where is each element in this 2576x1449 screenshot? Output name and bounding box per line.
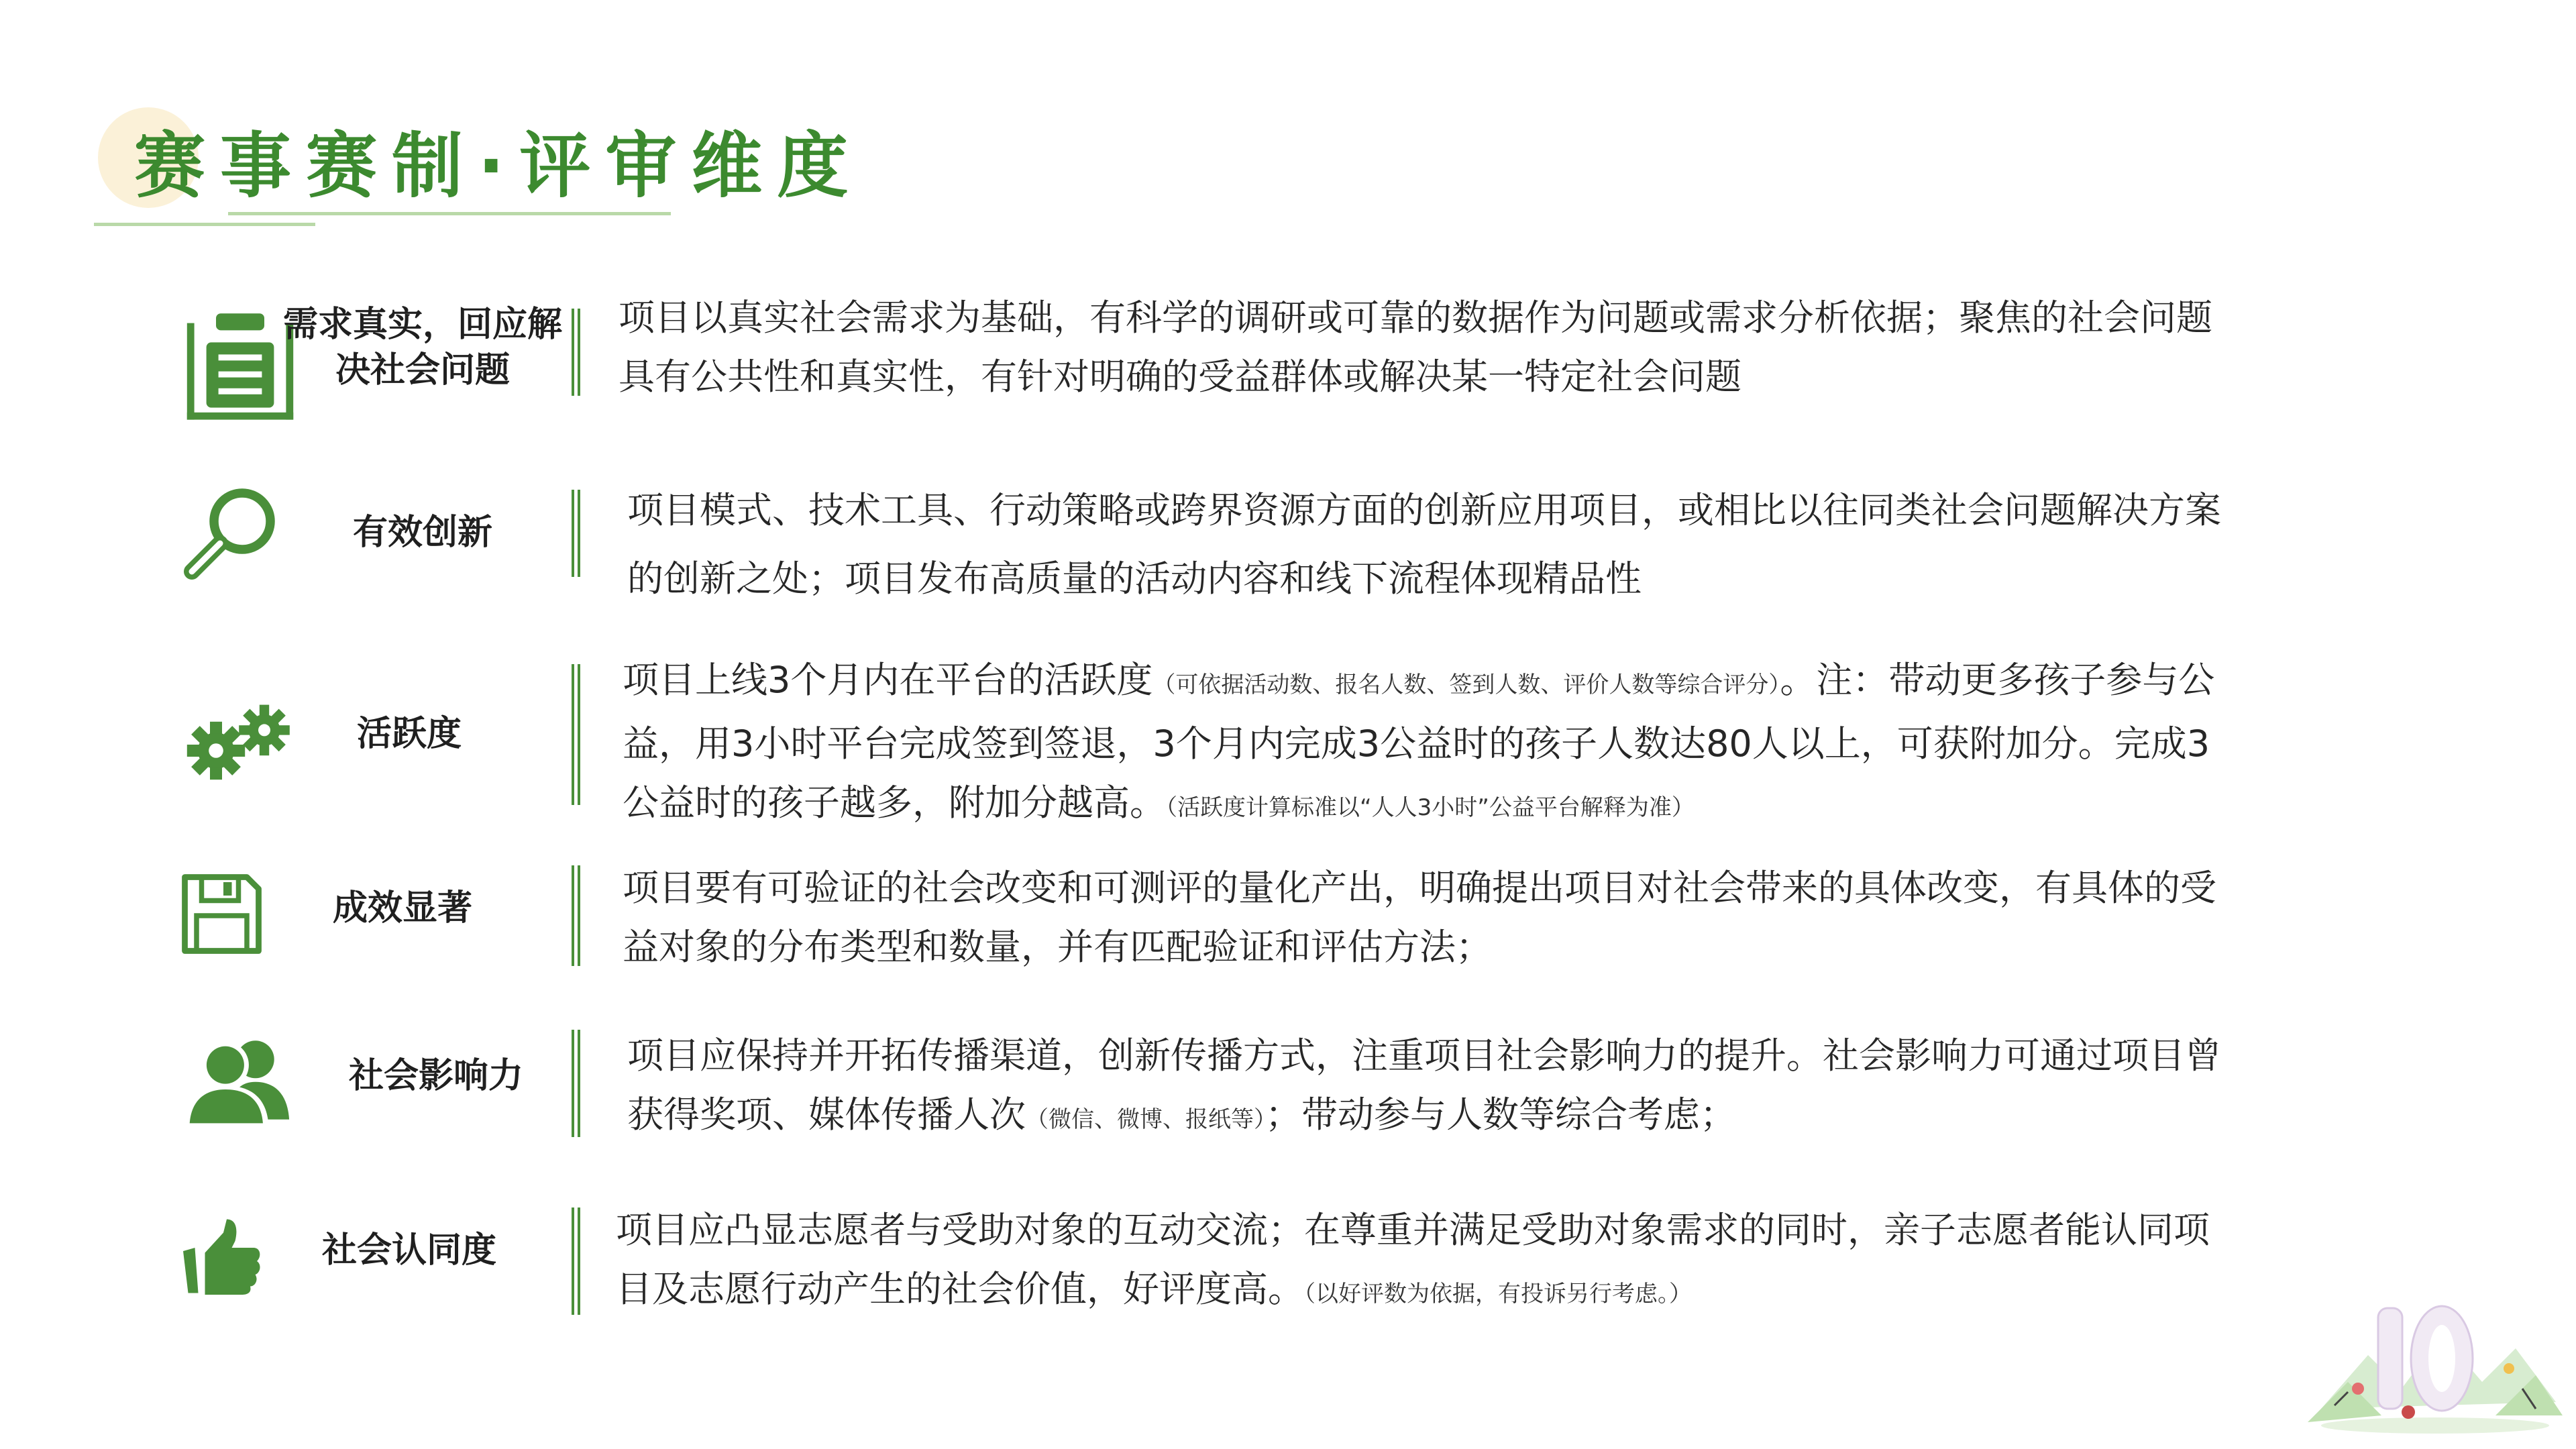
criterion-divider [572, 1030, 580, 1137]
description-text: 项目应保持并开拓传播渠道，创新传播方式，注重项目社会影响力的提升。社会影响力可通过项目曾获得奖项、媒体传播人次 [627, 1034, 2221, 1136]
criterion-divider [572, 309, 580, 396]
description-text: 项目应凸显志愿者与受助对象的互动交流；在尊重并满足受助对象需求的同时，亲子志愿者能认同项目及志愿行动产生的社会价值，好评度高。 [616, 1209, 2210, 1310]
criterion-description [616, 1201, 2239, 1324]
description-note: （活跃度计算标准以“人人3小时”公益平台解释为准） [1166, 794, 1695, 821]
title-underline [228, 212, 671, 215]
floppy-disk-icon [180, 872, 264, 956]
criterion-divider [572, 664, 580, 805]
criterion-description [627, 1026, 2251, 1149]
criterion-description [623, 651, 2246, 837]
description-text: 。注：带动更多孩子参与公益，用3小时平台完成签到签退，3个月内完成3公益时的孩子人数达80人以上，可获附加分。完成3公益时的孩子越多，附加分越高。 [623, 659, 2215, 824]
anniversary-badge [2308, 1275, 2563, 1436]
criterion-divider [572, 1208, 580, 1315]
criterion-row [0, 1026, 2576, 1154]
criterion-label: 需求真实，回应解决社会问题 [282, 305, 562, 390]
criterion-description: 项目以真实社会需求为基础，有科学的调研或可靠的数据作为问题或需求分析依据；聚焦的社会问题具有公共性和真实性，有针对明确的受益群体或解决某一特定社会问题 [619, 297, 2212, 398]
description-text: 项目上线3个月内在平台的活跃度 [623, 659, 1153, 701]
criterion-row [0, 476, 2576, 610]
criterion-label: 社会认同度 [321, 1230, 496, 1271]
thumbs-up-icon [180, 1214, 264, 1298]
description-note: （以好评数为依据，有投诉另行考虑。） [1304, 1281, 1692, 1307]
people-icon [180, 1033, 297, 1127]
page-title: 赛事赛制·评审维度 [134, 125, 863, 207]
criterion-row [0, 651, 2576, 832]
criterion-row [0, 1201, 2576, 1335]
description-note: （微信、微博、报纸等） [1026, 1106, 1265, 1133]
criterion-row [0, 288, 2576, 423]
description-note: （可依据活动数、报名人数、签到人数、评价人数等综合评分） [1152, 672, 1780, 698]
criterion-divider [572, 490, 580, 577]
criterion-divider [572, 865, 580, 966]
criterion-label: 社会影响力 [348, 1056, 523, 1096]
criterion-row [0, 859, 2576, 986]
criterion-description: 项目模式、技术工具、行动策略或跨界资源方面的创新应用项目，或相比以往同类社会问题解决方案的创新之处；项目发布高质量的活动内容和线下流程体现精品性 [627, 489, 2221, 600]
title-block [94, 101, 863, 235]
criterion-label: 有效创新 [352, 513, 492, 553]
criterion-label: 成效显著 [332, 888, 472, 928]
title-underline [94, 223, 315, 226]
magnifier-icon [180, 483, 280, 584]
criterion-label: 活跃度 [356, 714, 462, 754]
criterion-description: 项目要有可验证的社会改变和可测评的量化产出，明确提出项目对社会带来的具体改变，有具体的受益对象的分布类型和数量，并有匹配验证和评估方法； [623, 867, 2216, 968]
description-text: ；带动参与人数等综合考虑； [1265, 1093, 1736, 1136]
